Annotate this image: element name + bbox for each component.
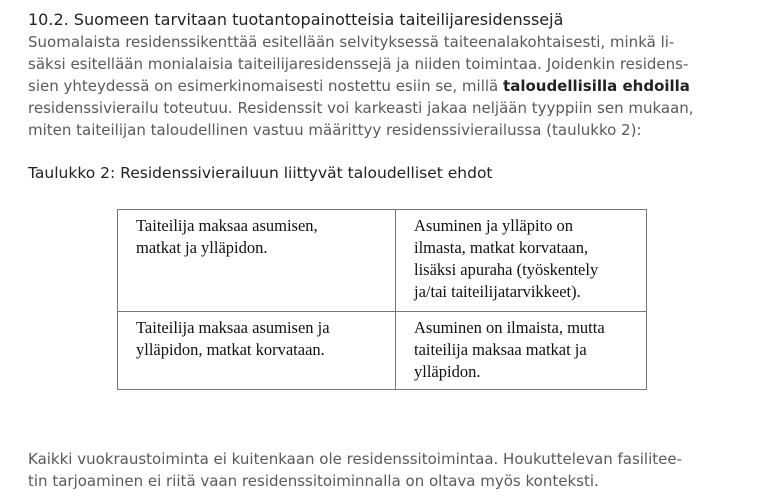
table-caption: Taulukko 2: Residenssivierailuun liittyvät taloudelliset ehdot: [28, 164, 493, 182]
table-cell: [118, 210, 396, 312]
table-cell: [118, 312, 396, 390]
cell-line: Taiteilija maksaa asumisen,: [136, 216, 318, 235]
closing-paragraph: [28, 448, 682, 492]
closing-line: Kaikki vuokraustoiminta ei kuitenkaan ole residenssitoimintaa. Houkuttelevan fasilitee-: [28, 450, 683, 468]
emphasis-text: taloudellisilla ehdoilla: [503, 77, 690, 95]
cell-line: ylläpidon, matkat korvataan.: [136, 340, 325, 359]
table-cell: [396, 210, 647, 312]
intro-line: residenssivierailu toteutuu. Residenssit voi karkeasti jakaa neljään tyyppiin sen mukaan,: [28, 99, 694, 117]
intro-line: Suomalaista residenssikenttää esitellään selvityksessä taiteenalakohtaisesti, minkä li-: [28, 33, 675, 51]
intro-line: säksi esitellään monialaisia taiteilijaresidenssejä ja niiden toimintaa. Joidenkin residens-: [28, 55, 689, 73]
section-heading: 10.2. Suomeen tarvitaan tuotantopainotteisia taiteilijaresidenssejä: [28, 10, 564, 29]
intro-line: miten taiteilijan taloudellinen vastuu määrittyy residenssivierailussa (taulukko 2):: [28, 121, 642, 139]
cell-line: Asuminen ja ylläpito on: [414, 216, 574, 235]
table-row: [118, 312, 647, 390]
intro-line-text: sien yhteydessä on esimerkinomaisesti nostettu esiin se, millä: [28, 77, 499, 95]
table-row: [118, 210, 647, 312]
intro-line: [28, 75, 694, 97]
financial-terms-table: [117, 209, 647, 390]
cell-line: ylläpidon.: [414, 362, 481, 381]
cell-line: ja/tai taiteilijatarvikkeet).: [414, 282, 581, 301]
cell-line: ilmasta, matkat korvataan,: [414, 238, 589, 257]
cell-line: lisäksi apuraha (työskentely: [414, 260, 599, 279]
closing-line: tin tarjoaminen ei riitä vaan residenssitoiminnalla on oltava myös konteksti.: [28, 472, 599, 490]
cell-line: Taiteilija maksaa asumisen ja: [136, 318, 330, 337]
cell-line: matkat ja ylläpidon.: [136, 238, 268, 257]
intro-paragraph: [28, 31, 694, 141]
table-cell: [396, 312, 647, 390]
cell-line: taiteilija maksaa matkat ja: [414, 340, 587, 359]
cell-line: Asuminen on ilmaista, mutta: [414, 318, 605, 337]
